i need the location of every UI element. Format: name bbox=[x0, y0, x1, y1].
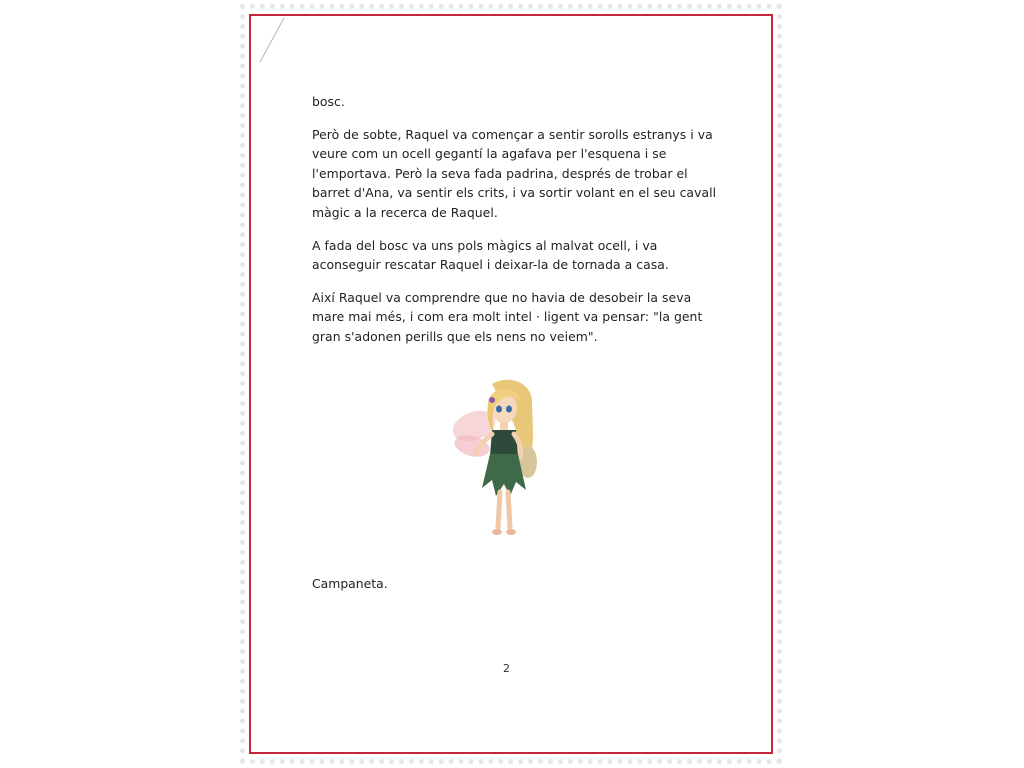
corner-fold-mark bbox=[256, 16, 286, 66]
paragraph: bosc. bbox=[312, 94, 345, 109]
paragraph: Però de sobte, Raquel va començar a sentir sorolls estranys i va veure com un ocell gegantí la agafava per l'esquena i se l'emportava. Però la seva fada padrina, després de trobar el barret d'Ana, va sentir els crits, i va sortir volant en el seu cavall màgic a la recerca de Raquel. bbox=[312, 126, 717, 220]
story-text bbox=[312, 92, 724, 360]
paragraph: A fada del bosc va uns pols màgics al malvat ocell, i va aconseguir rescatar Raquel i deixar-la de tornada a casa. bbox=[312, 237, 669, 273]
signature: Campaneta. bbox=[312, 576, 388, 591]
fairy-illustration bbox=[448, 374, 552, 540]
page-number: 2 bbox=[503, 662, 510, 675]
paragraph: Així Raquel va comprendre que no havia de desobeir la seva mare mai més, i com era molt intel · ligent va pensar: "la gent gran s'adonen perills que els nens no veiem". bbox=[312, 289, 703, 344]
